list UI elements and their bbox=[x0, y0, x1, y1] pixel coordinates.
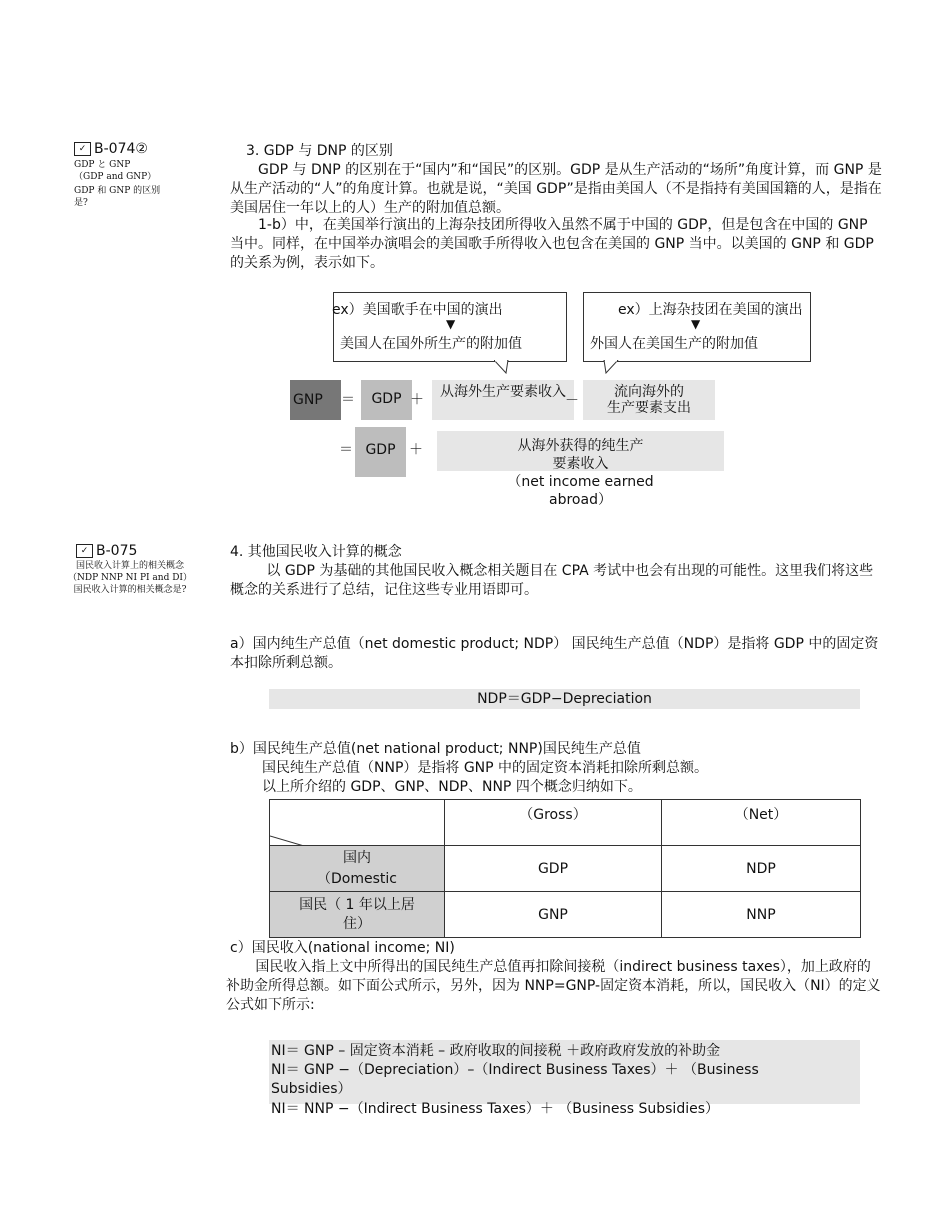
summary-table bbox=[269, 799, 861, 938]
sidenote-line: 是? bbox=[74, 198, 88, 208]
outflow-line: 生产要素支出 bbox=[607, 400, 691, 416]
row-label-line: 国内 bbox=[343, 849, 371, 866]
section3-paragraph-1: GDP 与 DNP 的区别在于“国内”和“国民”的区别。GDP 是从生产活动的“场所”角度计算，而 GNP 是从生产活动的“人”的角度计算。也就是说，“美国 GDP”是指由美国人（不是指持有美国国籍的人，是指在美国居住一年以上的人）生产的附加值总额。 bbox=[230, 162, 882, 216]
net-income-line: 从海外获得的纯生产 bbox=[517, 438, 644, 454]
table-header-row bbox=[270, 800, 861, 846]
callout-right-title: ex）上海杂技团在美国的演出 bbox=[618, 302, 803, 318]
section3-title: 3. GDP 与 DNP 的区别 bbox=[246, 143, 393, 159]
section-c-text: 国民收入指上文中所得出的国民纯生产总值再扣除间接税（indirect business taxes），加上政府的补助金所得总额。如下面公式所示，另外，因为 NNP=GNP-固定资本消耗，所以，国民收入（NI）的定义公式如下所示: bbox=[226, 959, 881, 1013]
ni-formula-2: NI＝ GNP −（Depreciation）–（Indirect Business Taxes）＋ （Business Subsidies） bbox=[271, 1062, 759, 1097]
section4-code-text: B-075 bbox=[96, 543, 138, 559]
section3-sidenote bbox=[74, 159, 174, 209]
income-from-abroad-box bbox=[432, 380, 574, 420]
table-row-label bbox=[270, 892, 445, 938]
equals-sign: ＝ bbox=[341, 392, 355, 408]
equals-sign: ＝ bbox=[339, 442, 353, 458]
section-c-title: c）国民收入(national income; NI) bbox=[230, 940, 455, 956]
row-label-line: 住） bbox=[343, 915, 371, 932]
section4-code bbox=[76, 543, 137, 559]
outflow-line: 流向海外的 bbox=[614, 384, 684, 400]
table-row bbox=[270, 892, 861, 938]
diagonal-line bbox=[270, 800, 444, 846]
callout-tail-icon bbox=[494, 360, 514, 374]
table-corner-cell bbox=[270, 800, 445, 846]
section3-paragraph-2: 1-b）中，在美国举行演出的上海杂技团所得收入虽然不属于中国的 GDP，但是包含在中国的 GNP 当中。同样，在中国举办演唱会的美国歌手所得收入也包含在美国的 GNP 当中。以美国的 GNP 和 GDP 的关系为例，表示如下。 bbox=[230, 217, 874, 271]
gnp-box: GNP bbox=[290, 380, 341, 420]
section-b-line-1: 国民纯生产总值（NNP）是指将 GNP 中的固定资本消耗扣除所剩总额。 bbox=[262, 760, 709, 776]
net-income-line: abroad） bbox=[549, 492, 612, 508]
ndp-formula: NDP＝GDP−Depreciation bbox=[269, 689, 860, 709]
section3-code-text: B-074② bbox=[94, 141, 148, 157]
income-from-abroad-text: 从海外生产要素收入 bbox=[440, 384, 566, 400]
minus-sign: － bbox=[565, 393, 579, 409]
callout-left-title: ex）美国歌手在中国的演出 bbox=[332, 302, 503, 318]
callout-left bbox=[333, 292, 567, 362]
down-arrow-icon: ▼ bbox=[446, 317, 456, 331]
row-label-line: 国民（ 1 年以上居 bbox=[299, 896, 415, 913]
net-income-line: （net income earned bbox=[507, 474, 654, 490]
table-header-net: （Net） bbox=[662, 800, 861, 846]
sidenote-line: 国民收入计算的相关概念是? bbox=[73, 585, 187, 595]
section-b-title: b）国民纯生产总值(net national product; NNP)国民纯生产总值 bbox=[230, 741, 641, 757]
table-cell-nnp: NNP bbox=[662, 892, 861, 938]
section4-intro: 以 GDP 为基础的其他国民收入概念相关题目在 CPA 考试中也会有出现的可能性。这里我们将这些概念的关系进行了总结，记住这些专业用语即可。 bbox=[230, 563, 874, 598]
table-cell-gdp: GDP bbox=[445, 846, 662, 892]
ni-formula-3: NI＝ NNP −（Indirect Business Taxes）＋ （Business Subsidies） bbox=[271, 1101, 720, 1117]
table-cell-ndp: NDP bbox=[662, 846, 861, 892]
sidenote-line: GDP と GNP bbox=[74, 160, 131, 170]
row-label-line: （Domestic bbox=[317, 870, 397, 887]
section3-code bbox=[74, 141, 148, 157]
table-row-label bbox=[270, 846, 445, 892]
outflow-box bbox=[583, 380, 715, 420]
section4-sidenote bbox=[60, 560, 200, 596]
net-income-line: 要素收入 bbox=[552, 456, 609, 472]
table-cell-gnp: GNP bbox=[445, 892, 662, 938]
callout-tail-icon bbox=[602, 360, 622, 374]
section-b-line-2: 以上所介绍的 GDP、GNP、NDP、NNP 四个概念归纳如下。 bbox=[262, 779, 642, 795]
section-a-text: a）国内纯生产总值（net domestic product; NDP） 国民纯生产总值（NDP）是指将 GDP 中的固定资本扣除所剩总额。 bbox=[230, 636, 879, 671]
table-header-gross: （Gross） bbox=[445, 800, 662, 846]
callout-right bbox=[583, 292, 811, 362]
gdp-box: GDP bbox=[361, 380, 412, 420]
note-icon: ✓ bbox=[74, 142, 91, 156]
table-row bbox=[270, 846, 861, 892]
sidenote-line: （NDP NNP NI PI and DI） bbox=[68, 573, 192, 583]
down-arrow-icon: ▼ bbox=[691, 317, 701, 331]
note-icon: ✓ bbox=[76, 544, 93, 558]
callout-left-text: 美国人在国外所生产的附加值 bbox=[340, 336, 522, 352]
sidenote-line: GDP 和 GNP 的区别 bbox=[74, 186, 161, 196]
gdp-box-2: GDP bbox=[355, 427, 406, 477]
sidenote-line: 国民收入计算上的相关概念 bbox=[75, 561, 184, 571]
section4-title: 4. 其他国民收入计算的概念 bbox=[230, 544, 402, 560]
sidenote-line: （GDP and GNP） bbox=[74, 172, 157, 182]
plus-sign: ＋ bbox=[410, 392, 424, 408]
callout-right-text: 外国人在美国生产的附加值 bbox=[590, 336, 758, 352]
ni-formula-1: NI＝ GNP – 固定资本消耗 – 政府收取的间接税 ＋政府政府发放的补助金 bbox=[271, 1043, 721, 1059]
plus-sign: ＋ bbox=[409, 442, 423, 458]
net-income-text bbox=[437, 437, 724, 509]
